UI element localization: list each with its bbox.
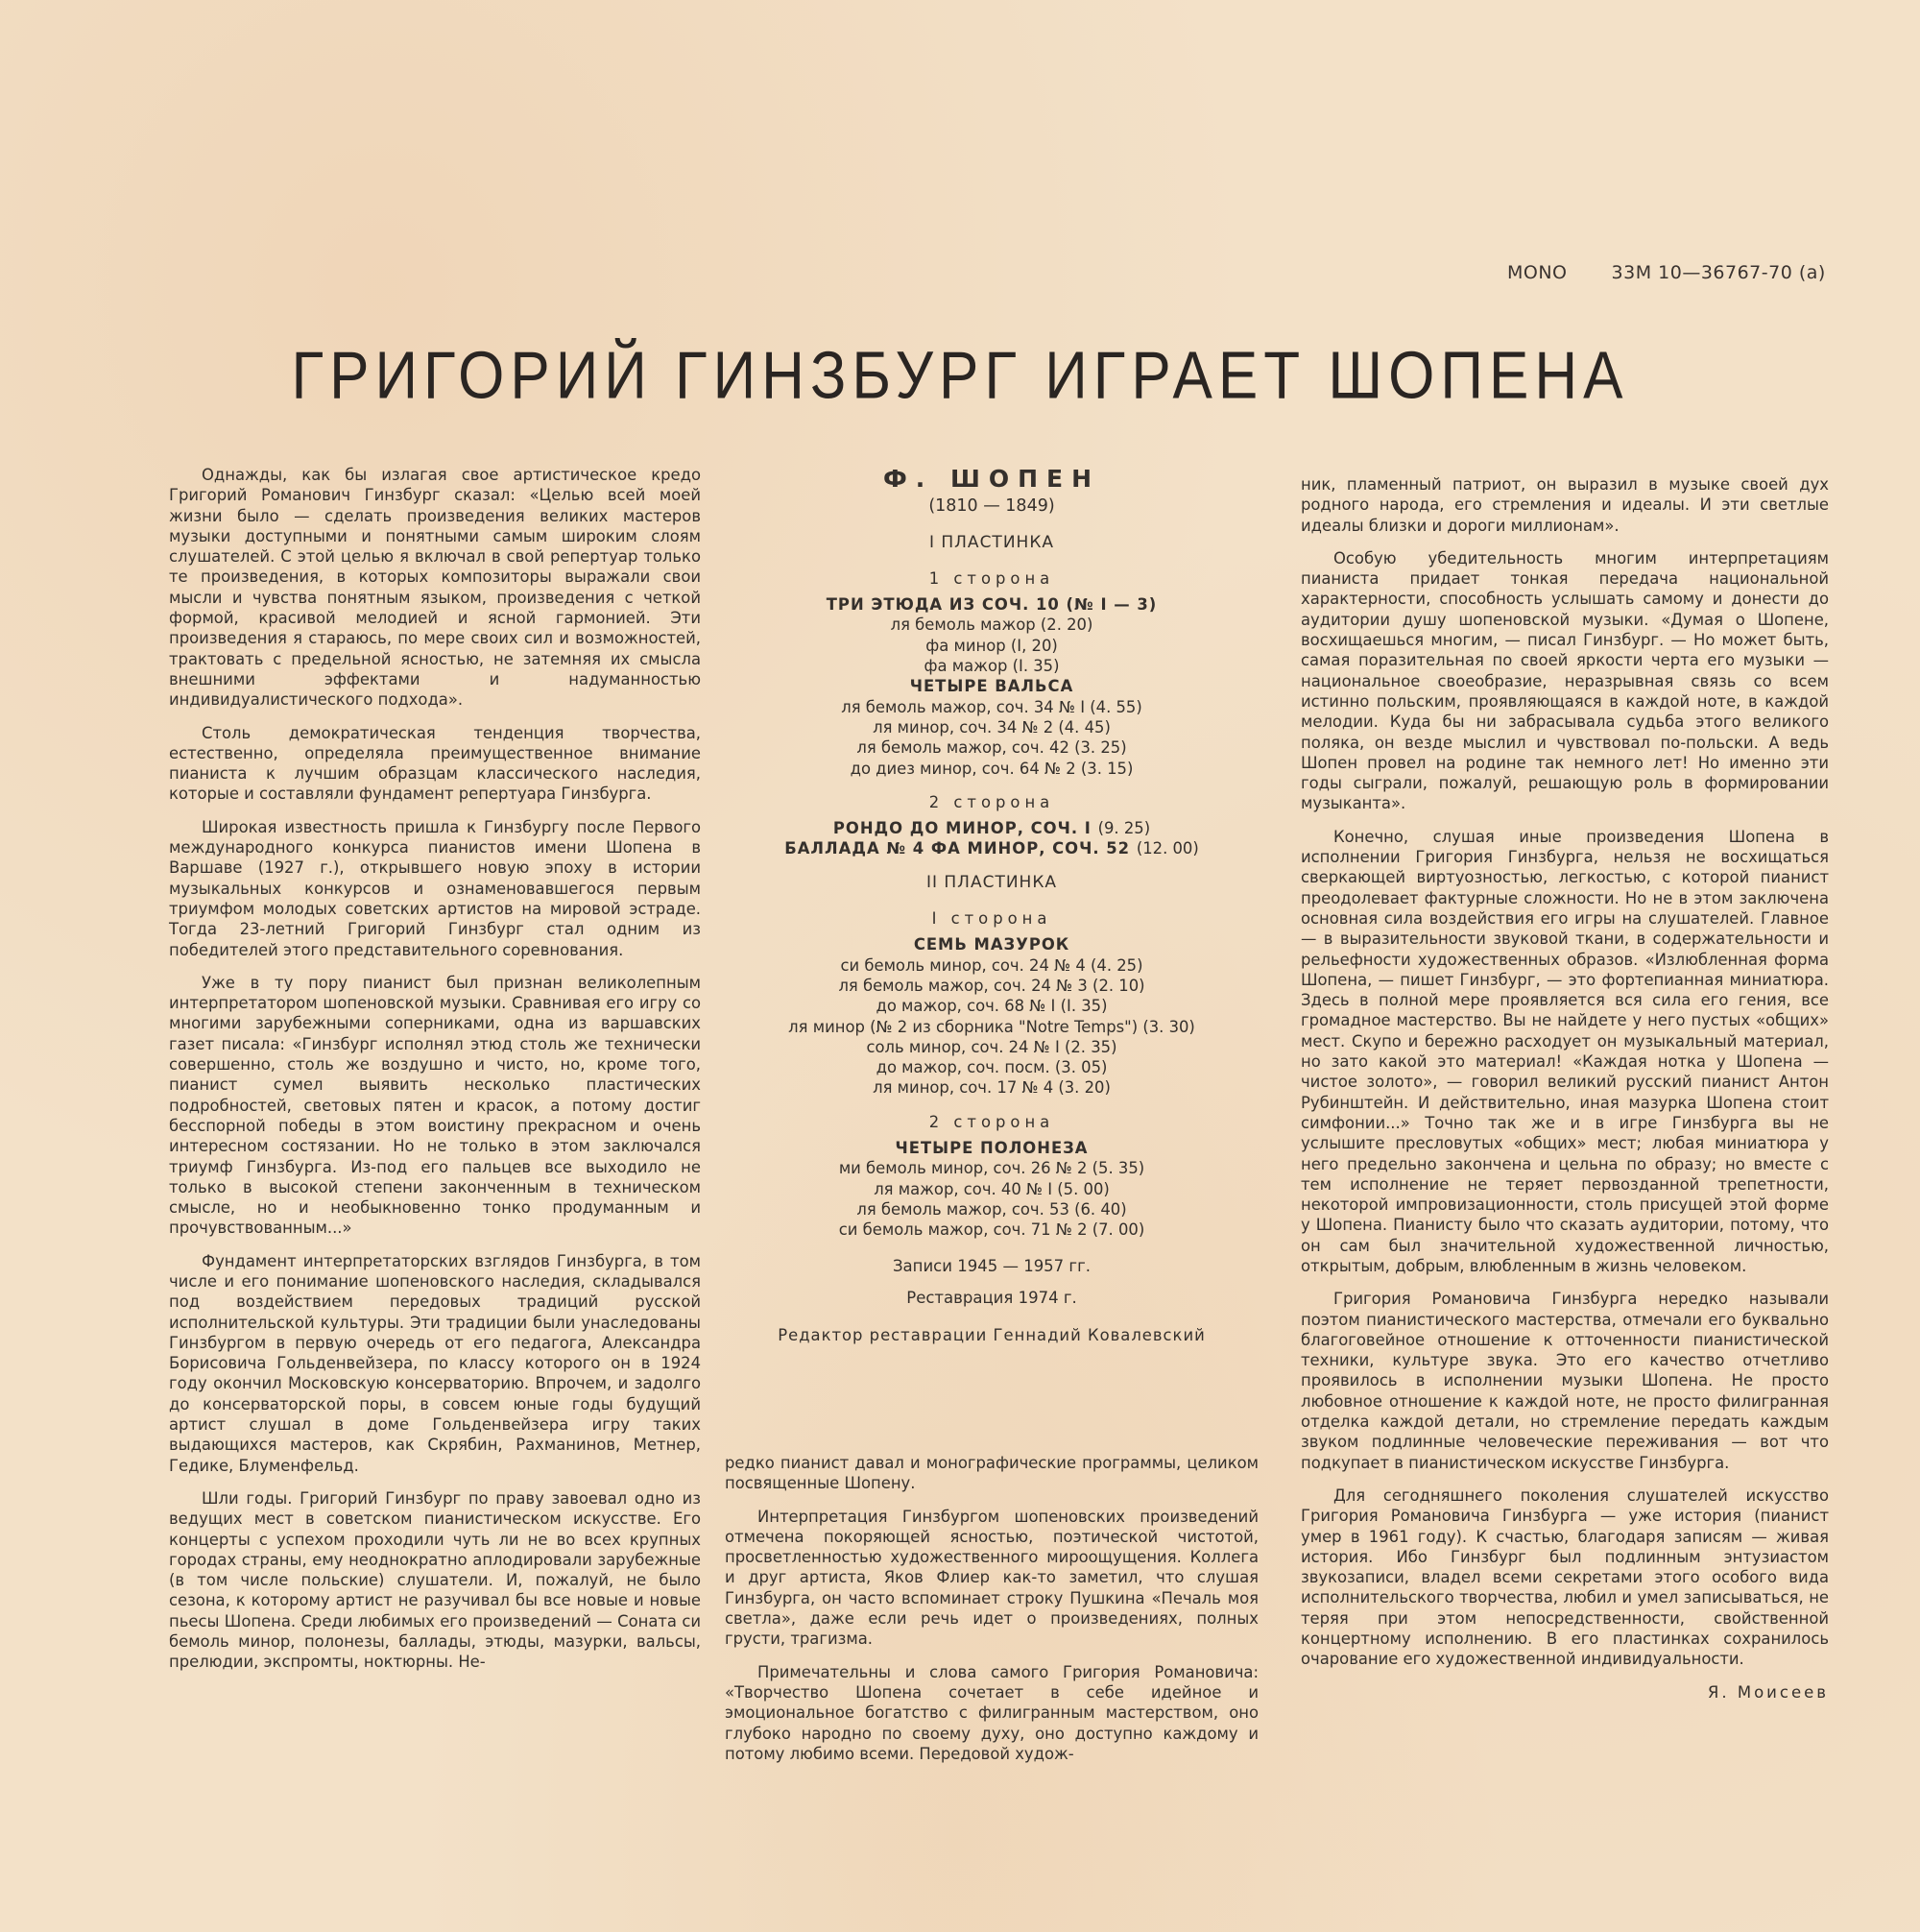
essay-paragraph: Широкая известность пришла к Гинзбургу после Первого международного конкурса пианистов имени Шопена в Варшаве (1927 г.), открывшего новую эпоху в истории музыкальных конкурсов и ознаменовавшегося первым триумфом молодых советских артистов на мировой эстраде. Тогда 23-летний Григорий Гинзбург стал одним из победителей этого представительного соревнования. (169, 817, 701, 959)
album-title: ГРИГОРИЙ ГИНЗБУРГ ИГРАЕТ ШОПЕНА (291, 339, 1629, 414)
composer-years: (1810 — 1849) (928, 496, 1055, 517)
catalog-number: 33М 10—36767-70 (а) (1611, 262, 1826, 283)
piece: ля бемоль мажор, соч. 53 (6. 40) (856, 1199, 1127, 1219)
restoration-editor: Редактор реставрации Геннадий Ковалевский (778, 1326, 1206, 1345)
piece: до диез минор, соч. 64 № 2 (3. 15) (850, 759, 1134, 778)
piece: ми бемоль минор, соч. 26 № 2 (5. 35) (838, 1159, 1145, 1178)
composer-name: Ф. ШОПЕН (882, 465, 1101, 493)
piece: фа мажор (I. 35) (924, 657, 1060, 676)
piece: ля бемоль мажор, соч. 42 (3. 25) (856, 738, 1127, 758)
piece: си бемоль мажор, соч. 71 № 2 (7. 00) (838, 1220, 1145, 1240)
work-title: РОНДО ДО МИНОР, СОЧ. I (9. 25) (832, 819, 1151, 838)
piece: си бемоль минор, соч. 24 № 4 (4. 25) (840, 955, 1143, 975)
side-label: 2 сторона (928, 1112, 1055, 1131)
essay-paragraph: Шли годы. Григорий Гинзбург по праву завоевал одно из ведущих мест в советском пианистическом искусстве. Его концерты с успехом проходили чуть ли не во всех крупных городах страны, ему неоднократно аплодировали зарубежные (в том числе польские) слушатели. И, пожалуй, не было сезона, к которому артист не разучивал бы все новые и новые пьесы Шопена. Среди любимых его произведений — Соната си бемоль минор, полонезы, баллады, этюды, мазурки, вальсы, прелюдии, экспромты, ноктюрны. Не- (169, 1488, 701, 1672)
work-title: ЧЕТЫРЕ ПОЛОНЕЗА (895, 1139, 1089, 1158)
disc-label: II ПЛАСТИНКА (925, 872, 1058, 892)
work-title: БАЛЛАДА № 4 ФА МИНОР, СОЧ. 52 (12. 00) (784, 839, 1199, 858)
essay-paragraph: Столь демократическая тенденция творчества, естественно, определяла преимущественное внимание пианиста к лучшим образцам классического наследия, которые и составляли фундамент репертуара Гинзбурга. (169, 723, 701, 804)
piece: ля мажор, соч. 40 № I (5. 00) (874, 1179, 1110, 1198)
piece: ля минор, соч. 34 № 2 (4. 45) (873, 717, 1111, 737)
piece: ля минор (№ 2 из сборника "Notre Temps") (3. 30) (788, 1017, 1195, 1036)
piece: ля бемоль мажор (2. 20) (890, 616, 1093, 635)
work-title: ЧЕТЫРЕ ВАЛЬСА (909, 677, 1074, 696)
piece: ля минор, соч. 17 № 4 (3. 20) (873, 1078, 1111, 1098)
essay-paragraph: Фундамент интерпретаторских взглядов Гинзбурга, в том числе и его понимание шопеновского наследия, складывался под воздействием передовых традиций русской исполнительской культуры. Эти традиции были унаследованы Гинзбургом в первую очередь от его педагога, Александра Борисовича Гольденвейзера, по классу которого он в 1924 году окончил Московскую консерваторию. Впрочем, и задолго до консерваторской поры, в совсем юные годы будущий артист слушал в доме Гольденвейзера игру таких выдающихся мастеров, как Скрябин, Рахманинов, Метнер, Гедике, Блуменфельд. (169, 1251, 701, 1475)
restoration-year: Реставрация 1974 г. (906, 1288, 1077, 1307)
piece: до мажор, соч. посм. (3. 05) (876, 1058, 1108, 1077)
piece: ля бемоль мажор, соч. 34 № I (4. 55) (841, 697, 1142, 716)
piece: ля бемоль мажор, соч. 24 № 3 (2. 10) (838, 976, 1145, 995)
essay-middle-column (725, 1453, 1259, 1776)
side-label: 1 сторона (928, 568, 1055, 588)
side-label: I сторона (931, 909, 1052, 929)
essay-right-column (1301, 474, 1829, 1703)
piece: соль минор, соч. 24 № I (2. 35) (866, 1037, 1117, 1056)
disc-label: I ПЛАСТИНКА (928, 532, 1055, 552)
author-signature: Я. Моисеев (1707, 1682, 1829, 1702)
work-title: ТРИ ЭТЮДА ИЗ СОЧ. 10 (№ I — 3) (826, 595, 1158, 615)
essay-paragraph: Однажды, как бы излагая свое артистическое кредо Григорий Романович Гинзбург сказал: «Целью всей моей жизни было — сделать произведения великих мастеров музыки доступными и понятными самым широким слоям слушателей. С этой целью я включал в свой репертуар только те произведения, в которых композиторы выражали свои мысли и чувства понятным языком, произведения с четкой формой, красивой мелодией и ясной гармонией. Эти произведения я стараюсь, по мере своих сил и возможностей, трактовать с предельной ясностью, не затемняя их смысла внешними эффектами и надуманностью индивидуалистического подхода». (169, 466, 701, 710)
essay-paragraph: Особую убедительность многим интерпретациям пианиста придает тонкая передача национальной характерности, способность услышать самому и донести до аудитории душу шопеновской музыки. «Думая о Шопене, восхищаешься многим, — писал Гинзбург. — Но может быть, самая поразительная по своей яркости черта его музыки — национальное своеобразие, неразрывная связь со всем истинно польским, проявляющаяся в каждой ноте, в каждой мелодии. Куда бы ни забрасывала судьба этого великого поляка, он везде мыслил и чувствовал по-польски. А ведь Шопен провел на родине так немного лет! Но именно эти годы сыграли, пожалуй, решающую роль в формировании музыканта». (1301, 548, 1829, 813)
essay-paragraph: ник, пламенный патриот, он выразил в музыке своей дух родного народа, его стремления и идеалы. И эти светлые идеалы близки и дороги миллионам». (1301, 475, 1829, 535)
essay-paragraph: Интерпретация Гинзбургом шопеновских произведений отмечена покоряющей ясностью, поэтической чистотой, просветленностью художественного мироощущения. Коллега и друг артиста, Яков Флиер как-то заметил, что слушая Гинзбурга, он часто вспоминает строку Пушкина «Печаль моя светла», даже если речь идет о произведениях, полных грусти, трагизма. (725, 1507, 1259, 1649)
essay-paragraph: редко пианист давал и монографические программы, целиком посвященные Шопену. (725, 1454, 1259, 1493)
mono-label: MONO (1507, 262, 1568, 283)
piece: до мажор, соч. 68 № I (I. 35) (876, 997, 1108, 1016)
catalog-info (1507, 262, 1826, 283)
side-label: 2 сторона (928, 792, 1055, 811)
essay-left-column (169, 465, 701, 1685)
essay-paragraph: Уже в ту пору пианист был признан великолепным интерпретатором шопеновской музыки. Сравнивая его игру со многими зарубежными соперниками, одна из варшавских газет писала: «Гинзбург исполнял этюд столь же технически совершенно, столь же воздушно и чисто, но, кроме того, пианист сумел выявить несколько пластических подробностей, световых пятен и красок, а потому достиг бесспорной победы в этом воистину прекрасном и очень интересном состязании. Но не только в этом заключался триумф Гинзбурга. Из-под его пальцев все выходило не только в высокой степени законченным в техническом смысле, но и необыкновенно тонко продуманным и прочувствованным...» (169, 973, 701, 1238)
essay-paragraph: Конечно, слушая иные произведения Шопена в исполнении Григория Гинзбурга, нельзя не восхищаться сверкающей виртуозностью, легкостью, с которой пианист преодолевает фактурные сложности. Но не в этом заключена основная сила воздействия его игры на слушателей. Главное — в выразительности звуковой ткани, в содержательности и рельефности художественных образов. «Излюбленная форма Шопена, — пишет Гинзбург, — это фортепианная миниатюра. Здесь в полной мере проявляется вся сила его гения, все громадное мастерство. Вы не найдете у него пустых «общих» мест. Скупо и бережно расходует он музыкальный материал, но зато какой это материал! «Каждая нотка у Шопена — чистое золото», — говорил великий русский пианист Антон Рубинштейн. И действительно, иная мазурка Шопена стоит симфонии...» Точно так же и в игре Гинзбурга вы не услышите пресловутых «общих» мест; любая миниатюра у него предельно закончена и цельна по образу; но вместе с тем исполнение не теряет первозданной трепетности, некоторой импровизационности, столь присущей этой форме у Шопена. Пианисту было что сказать аудитории, потому, что он сам был значительной художественной личностью, открытым, добрым, влюбленным в жизнь человеком. (1301, 827, 1829, 1275)
essay-paragraph: Григория Романовича Гинзбурга нередко называли поэтом пианистического мастерства, отмечали его буквально благоговейное отношение к отточенности пианистической техники, культуре звука. Это его качество отчетливо проявилось в исполнении музыки Шопена. Не просто любовное отношение к каждой ноте, не просто филигранная отделка каждой детали, но стремление передать каждым звуком подлинные человеческие переживания — вот что подкупает в пианистическом искусстве Гинзбурга. (1301, 1290, 1829, 1472)
work-duration: (12. 00) (1136, 839, 1199, 858)
work-duration: (9. 25) (1097, 819, 1151, 838)
recording-years: Записи 1945 — 1957 гг. (892, 1256, 1092, 1275)
piece: фа минор (I, 20) (925, 636, 1058, 655)
essay-paragraph: Примечательны и слова самого Григория Романовича: «Творчество Шопена сочетает в себе идейное и эмоциональное богатство с филигранным мастерством, оно глубоко народно по своему духу, оно доступно каждому и потому любимо всеми. Передовой худож- (725, 1662, 1259, 1763)
essay-paragraph: Для сегодняшнего поколения слушателей искусство Григория Романовича Гинзбурга — уже история (пианист умер в 1961 году). К счастью, благодаря записям — живая история. Ибо Гинзбург был подлинным энтузиастом звукозаписи, владел всеми секретами этого особого вида исполнительского творчества, любил и умел записываться, не теряя при этом непосредственности, свойственной концертному исполнению. В его пластинках сохранилось очарование его художественной индивидуальности. (1301, 1485, 1829, 1669)
track-listing (725, 465, 1259, 1345)
work-title: СЕМЬ МАЗУРОК (913, 935, 1070, 954)
